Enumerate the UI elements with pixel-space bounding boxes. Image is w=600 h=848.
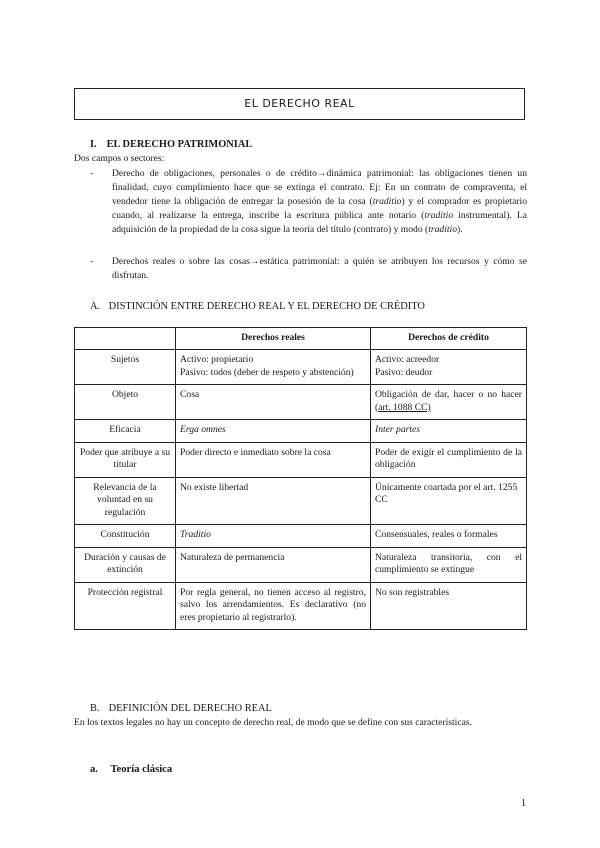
table-row: [75, 385, 527, 420]
section-title: DISTINCIÓN ENTRE DERECHO REAL Y EL DERECHO DE CRÉDITO: [108, 301, 425, 312]
bullet-obligaciones: [90, 167, 527, 237]
cell-real: No existe libertad: [176, 477, 371, 524]
row-label: Relevancia de la voluntad en su regulación: [75, 477, 176, 524]
table-row: [75, 525, 527, 547]
table-header-row: [75, 328, 527, 350]
intro-text: Dos campos o sectores:: [74, 153, 165, 164]
bullet-derechos-reales: [90, 255, 527, 283]
cell-real: Activo: propietario Pasivo: todos (deber de respeto y abstención): [176, 350, 371, 385]
cell-credit: No son registrables: [371, 582, 527, 629]
table-row: [75, 420, 527, 442]
section-title: EL DERECHO PATRIMONIAL: [106, 139, 253, 150]
table-row: [75, 477, 527, 524]
page-title: EL DERECHO REAL: [74, 88, 525, 120]
comparison-table: [74, 327, 527, 630]
row-label: Duración y causas de extinción: [75, 547, 176, 582]
subsection-letter: a.: [90, 764, 98, 775]
bullet-dash: -: [90, 168, 94, 179]
cell-credit: Activo: acreedor Pasivo: deudor: [371, 350, 527, 385]
subsection-title: Teoría clásica: [110, 764, 173, 775]
cell-real: Cosa: [176, 385, 371, 420]
row-label: Poder que atribuye a su titular: [75, 442, 176, 477]
cell-real: Erga omnes: [176, 420, 371, 442]
bullet-text: Derecho de obligaciones, personales o de crédito→dinámica patrimonial: las obligaciones tienen un finalidad, cuyo cumplimiento hace que se extinga el contrato. Ej: En un contrato de compraventa, el vendedor tiene la obligación de entregar la posesión de la cosa (traditio) y el comprador es propietario cuando, al realizarse la entrega, inscribe la escritura pública ante notario (traditio instrumental). La adquisición de la propiedad de la cosa sigue la teoría del título (contrato) y modo (traditio).: [112, 168, 528, 235]
section-letter: A.: [90, 301, 101, 312]
section-heading-distincion: [90, 299, 425, 314]
cell-credit: Consensuales, reales o formales: [371, 525, 527, 547]
table-row: [75, 442, 527, 477]
table-row: [75, 350, 527, 385]
row-label: Protección registral: [75, 582, 176, 629]
section-heading-patrimonial: [90, 137, 252, 152]
cell-credit: Inter partes: [371, 420, 527, 442]
section-letter: B.: [90, 703, 100, 714]
page-number: 1: [521, 798, 526, 809]
table-row: [75, 582, 527, 629]
cell-credit: Obligación de dar, hacer o no hacer (art. 1088 CC): [371, 385, 527, 420]
section-heading-definicion: [90, 701, 272, 716]
row-label: Eficacia: [75, 420, 176, 442]
table-header-empty: [75, 328, 176, 350]
table-row: [75, 547, 527, 582]
cell-real: Naturaleza de permanencia: [176, 547, 371, 582]
bullet-dash: -: [90, 256, 94, 267]
row-label: Constitución: [75, 525, 176, 547]
subsection-heading-teoria: [90, 762, 172, 777]
cell-real: Poder directo e inmediato sobre la cosa: [176, 442, 371, 477]
cell-real: Traditio: [176, 525, 371, 547]
table-header-reales: Derechos reales: [176, 328, 371, 350]
cell-credit: Únicamente coartada por el art. 1255 CC: [371, 477, 527, 524]
bullet-text: Derechos reales o sobre las cosas→estática patrimonial: a quién se atribuyen los recursos y cómo se disfrutan.: [112, 256, 527, 281]
cell-credit: Naturaleza transitoria, con el cumplimiento se extingue: [371, 547, 527, 582]
article-link[interactable]: art. 1088 CC): [378, 401, 431, 413]
table-header-credito: Derechos de crédito: [371, 328, 527, 350]
cell-real: Por regla general, no tienen acceso al registro, salvo los arrendamientos. Es declarativo (no eres propietario al registrarlo).: [176, 582, 371, 629]
row-label: Sujetos: [75, 350, 176, 385]
section-number: I.: [90, 139, 97, 150]
cell-credit: Poder de exigir el cumplimiento de la obligación: [371, 442, 527, 477]
section-title: DEFINICIÓN DEL DERECHO REAL: [108, 703, 272, 714]
row-label: Objeto: [75, 385, 176, 420]
definition-paragraph: En los textos legales no hay un concepto de derecho real, de modo que se define con sus características.: [74, 717, 472, 728]
